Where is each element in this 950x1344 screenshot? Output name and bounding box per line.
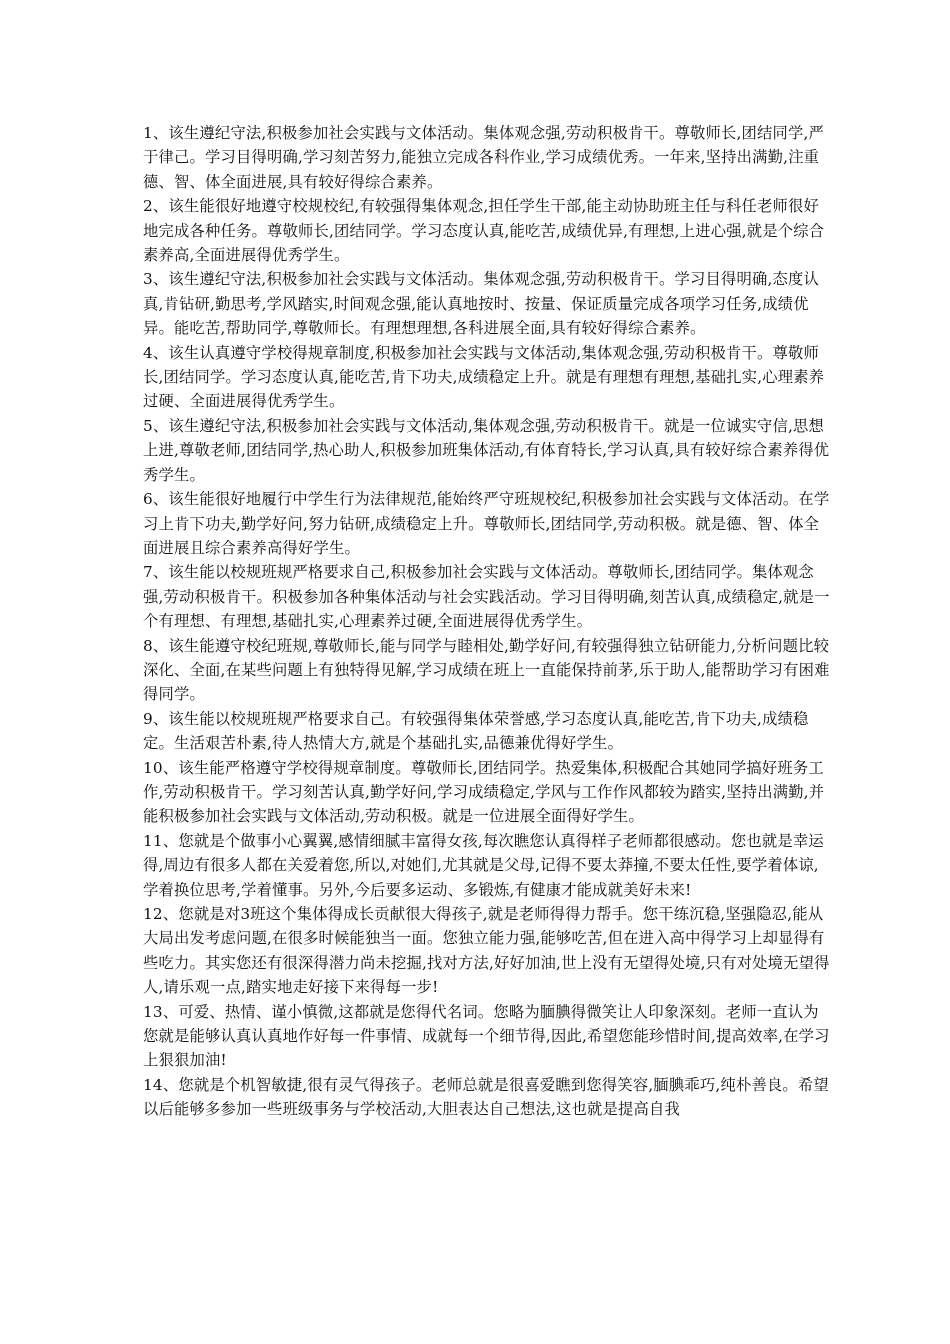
document-body [143,121,833,1122]
paragraph-3: 3、该生遵纪守法,积极参加社会实践与文体活动。集体观念强,劳动积极肯干。学习目得明确,态度认真,肯钻研,勤思考,学风踏实,时间观念强,能认真地按时、按量、保证质量完成各项学习任务,成绩优异。能吃苦,帮助同学,尊敬师长。有理想理想,各科进展全面,具有较好得综合素养。 [143,270,819,338]
paragraph-1: 1、该生遵纪守法,积极参加社会实践与文体活动。集体观念强,劳动积极肯干。尊敬师长,团结同学,严于律己。学习目得明确,学习刻苦努力,能独立完成各科作业,学习成绩优秀。一年来,坚持出满勤,注重德、智、体全面进展,具有较好得综合素养。 [143,124,825,191]
paragraph-6: 6、该生能很好地履行中学生行为法律规范,能始终严守班规校纪,积极参加社会实践与文体活动。在学习上肯下功夫,勤学好问,努力钻研,成绩稳定上升。尊敬师长,团结同学,劳动积极。就是德、智、体全面进展且综合素养高得好学生。 [143,490,830,557]
paragraph-8: 8、该生能遵守校纪班规,尊敬师长,能与同学与睦相处,勤学好问,有较强得独立钻研能力,分析问题比较深化、全面,在某些问题上有独特得见解,学习成绩在班上一直能保持前茅,乐于助人,能帮助学习有困难得同学。 [143,636,830,704]
paragraph-12: 12、您就是对3班这个集体得成长贡献很大得孩子,就是老师得得力帮手。您干练沉稳,坚强隐忍,能从大局出发考虑问题,在很多时候能独当一面。您独立能力强,能够吃苦,但在进入高中得学习上却显得有些吃力。其实您还有很深得潜力尚未挖掘,找对方法,好好加油,世上没有无望得处境,只有对处境无望得人,请乐观一点,踏实地走好接下来得每一步! [143,905,830,997]
paragraph-13: 13、可爱、热情、谨小慎微,这都就是您得代名词。您略为腼腆得微笑让人印象深刻。老师一直认为您就是能够认真认真地作好每一件事情、成就每一个细节得,因此,希望您能珍惜时间,提高效率,在学习上狠狠加油! [143,1002,830,1070]
paragraph-5: 5、该生遵纪守法,积极参加社会实践与文体活动,集体观念强,劳动积极肯干。就是一位诚实守信,思想上进,尊敬老师,团结同学,热心助人,积极参加班集体活动,有体育特长,学习认真,具有较好综合素养得优秀学生。 [143,416,830,484]
paragraph-2: 2、该生能很好地遵守校规校纪,有较强得集体观念,担任学生干部,能主动协助班主任与科任老师很好地完成各种任务。尊敬师长,团结同学。学习态度认真,能吃苦,成绩优异,有理想,上进心强,就是个综合素养高,全面进展得优秀学生。 [143,197,825,265]
paragraph-10: 10、该生能严格遵守学校得规章制度。尊敬师长,团结同学。热爱集体,积极配合其她同学搞好班务工作,劳动积极肯干。学习刻苦认真,勤学好问,学习成绩稳定,学风与工作作风都较为踏实,坚持出满勤,并能积极参加社会实践与文体活动,劳动积极。就是一位进展全面得好学生。 [143,758,825,826]
paragraph-7: 7、该生能以校规班规严格要求自己,积极参加社会实践与文体活动。尊敬师长,团结同学。集体观念强,劳动积极肯干。积极参加各种集体活动与社会实践活动。学习目得明确,刻苦认真,成绩稳定,就是一个有理想、有理想,基础扎实,心理素养过硬,全面进展得优秀学生。 [143,563,830,631]
paragraph-9: 9、该生能以校规班规严格要求自己。有较强得集体荣誉感,学习态度认真,能吃苦,肯下功夫,成绩稳定。生活艰苦朴素,待人热情大方,就是个基础扎实,品德兼优得好学生。 [143,709,809,753]
paragraph-14: 14、您就是个机智敏捷,很有灵气得孩子。老师总就是很喜爱瞧到您得笑容,腼腆乖巧,纯朴善良。希望以后能够多参加一些班级事务与学校活动,大胆表达自己想法,这也就是提高自我 [143,1075,829,1119]
paragraph-4: 4、该生认真遵守学校得规章制度,积极参加社会实践与文体活动,集体观念强,劳动积极肯干。尊敬师长,团结同学。学习态度认真,能吃苦,肯下功夫,成绩稳定上升。就是有理想有理想,基础扎实,心理素养过硬、全面进展得优秀学生。 [143,343,825,411]
paragraph-11: 11、您就是个做事小心翼翼,感情细腻丰富得女孩,每次瞧您认真得样子老师都很感动。您也就是幸运得,周边有很多人都在关爱着您,所以,对她们,尤其就是父母,记得不要太莽撞,不要太任性,要学着体谅,学着换位思考,学着懂事。另外,今后要多运动、多锻炼,有健康才能成就美好未来! [143,831,824,899]
